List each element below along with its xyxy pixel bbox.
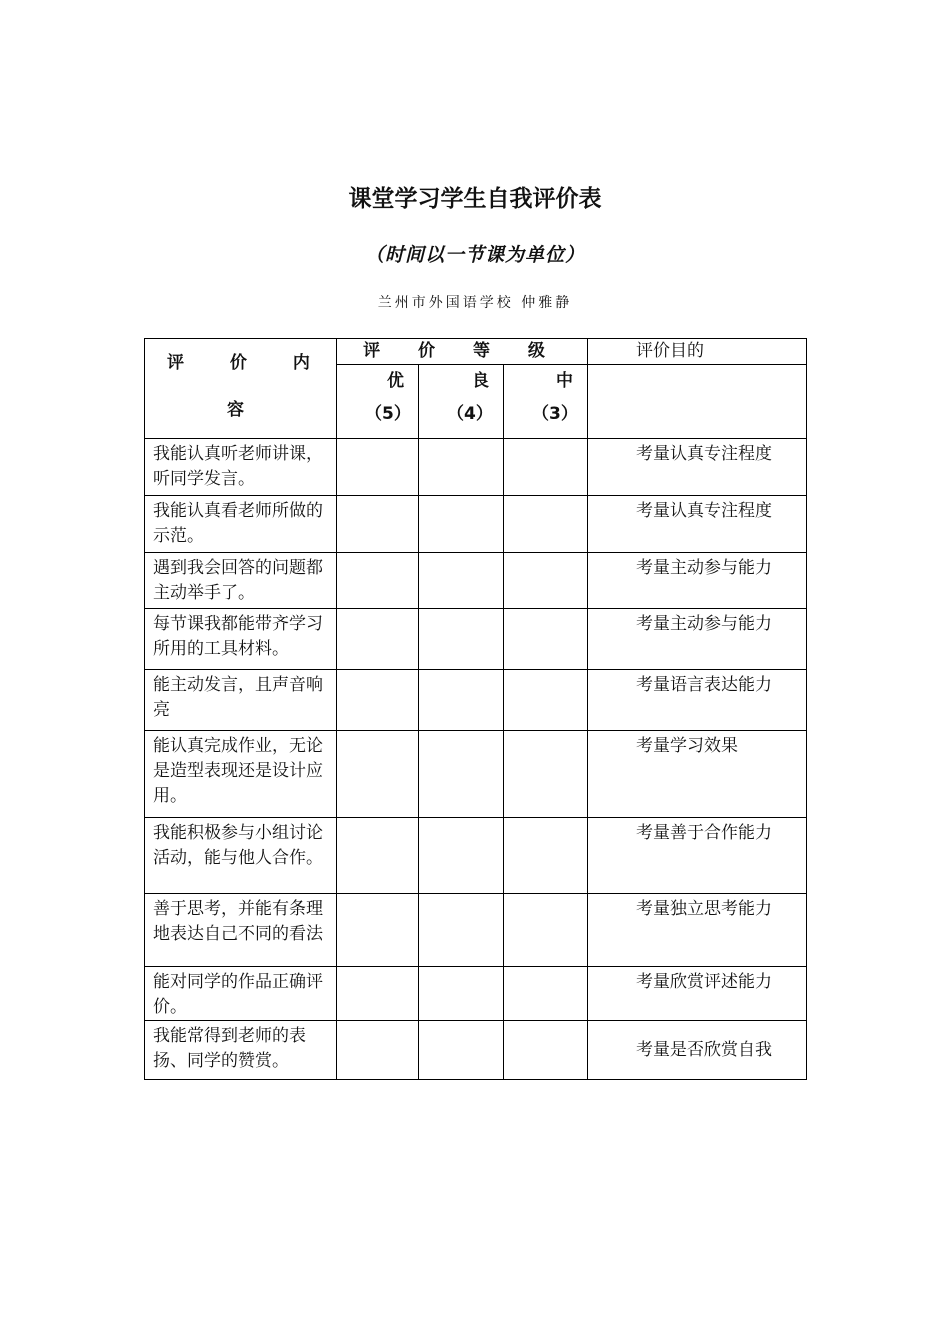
rating-cell-good[interactable] bbox=[419, 670, 504, 731]
row-purpose: 考量主动参与能力 bbox=[588, 609, 807, 670]
row-content: 我能认真听老师讲课，听同学发言。 bbox=[145, 439, 337, 496]
rating-cell-fair[interactable] bbox=[504, 967, 588, 1021]
rating-cell-excellent[interactable] bbox=[337, 818, 419, 894]
row-purpose: 考量学习效果 bbox=[588, 731, 807, 818]
rating-cell-good[interactable] bbox=[419, 818, 504, 894]
header-grade-fair bbox=[504, 365, 588, 439]
grade-score: （5） bbox=[365, 404, 411, 424]
row-purpose: 考量认真专注程度 bbox=[588, 496, 807, 553]
table-row bbox=[145, 553, 807, 609]
table-row bbox=[145, 894, 807, 967]
row-purpose: 考量主动参与能力 bbox=[588, 553, 807, 609]
grade-name: 中 bbox=[556, 371, 574, 391]
rating-cell-fair[interactable] bbox=[504, 670, 588, 731]
table-row bbox=[145, 439, 807, 496]
row-purpose: 考量是否欣赏自我 bbox=[588, 1021, 807, 1080]
rating-cell-excellent[interactable] bbox=[337, 731, 419, 818]
row-content: 能认真完成作业，无论是造型表现还是设计应用。 bbox=[145, 731, 337, 818]
grade-name: 良 bbox=[472, 371, 489, 391]
header-evaluation-level: 评 价 等 级 bbox=[337, 339, 588, 365]
rating-cell-excellent[interactable] bbox=[337, 967, 419, 1021]
row-purpose: 考量独立思考能力 bbox=[588, 894, 807, 967]
rating-cell-excellent[interactable] bbox=[337, 609, 419, 670]
table-row bbox=[145, 609, 807, 670]
rating-cell-excellent[interactable] bbox=[337, 496, 419, 553]
rating-cell-fair[interactable] bbox=[504, 1021, 588, 1080]
rating-cell-good[interactable] bbox=[419, 553, 504, 609]
table-row bbox=[145, 818, 807, 894]
rating-cell-fair[interactable] bbox=[504, 553, 588, 609]
rating-cell-fair[interactable] bbox=[504, 439, 588, 496]
row-purpose: 考量认真专注程度 bbox=[588, 439, 807, 496]
grade-score: （3） bbox=[532, 404, 578, 424]
row-purpose: 考量欣赏评述能力 bbox=[588, 967, 807, 1021]
row-content: 遇到我会回答的问题都主动举手了。 bbox=[145, 553, 337, 609]
row-content: 善于思考，并能有条理地表达自己不同的看法 bbox=[145, 894, 337, 967]
rating-cell-good[interactable] bbox=[419, 496, 504, 553]
header-evaluation-content bbox=[145, 339, 337, 439]
header-purpose-blank bbox=[588, 365, 807, 439]
evaluation-table bbox=[144, 338, 807, 1080]
rating-cell-fair[interactable] bbox=[504, 496, 588, 553]
rating-cell-good[interactable] bbox=[419, 609, 504, 670]
row-content: 能主动发言，且声音响亮 bbox=[145, 670, 337, 731]
rating-cell-good[interactable] bbox=[419, 439, 504, 496]
rating-cell-excellent[interactable] bbox=[337, 1021, 419, 1080]
table-row bbox=[145, 496, 807, 553]
header-evaluation-purpose: 评价目的 bbox=[588, 339, 807, 365]
document-title: 课堂学习学生自我评价表 bbox=[348, 186, 602, 212]
row-purpose: 考量善于合作能力 bbox=[588, 818, 807, 894]
rating-cell-good[interactable] bbox=[419, 1021, 504, 1080]
rating-cell-fair[interactable] bbox=[504, 818, 588, 894]
document-subtitle: （时间以一节课为单位） bbox=[364, 244, 585, 266]
header-content-line1: 评 价 内 bbox=[167, 353, 330, 373]
rating-cell-excellent[interactable] bbox=[337, 439, 419, 496]
table-row bbox=[145, 670, 807, 731]
rating-cell-good[interactable] bbox=[419, 967, 504, 1021]
table-row bbox=[145, 1021, 807, 1080]
grade-score: （4） bbox=[447, 404, 493, 424]
rating-cell-fair[interactable] bbox=[504, 609, 588, 670]
rating-cell-good[interactable] bbox=[419, 894, 504, 967]
rating-cell-good[interactable] bbox=[419, 731, 504, 818]
author-line: 兰州市外国语学校 仲雅静 bbox=[377, 295, 573, 311]
table-row bbox=[145, 731, 807, 818]
table-row bbox=[145, 967, 807, 1021]
header-grade-excellent bbox=[337, 365, 419, 439]
rating-cell-excellent[interactable] bbox=[337, 553, 419, 609]
row-content: 每节课我都能带齐学习所用的工具材料。 bbox=[145, 609, 337, 670]
rating-cell-fair[interactable] bbox=[504, 731, 588, 818]
rating-cell-fair[interactable] bbox=[504, 894, 588, 967]
grade-name: 优 bbox=[387, 371, 404, 391]
rating-cell-excellent[interactable] bbox=[337, 670, 419, 731]
row-content: 我能积极参与小组讨论活动，能与他人合作。 bbox=[145, 818, 337, 894]
row-content: 我能认真看老师所做的示范。 bbox=[145, 496, 337, 553]
header-content-line2: 容 bbox=[227, 400, 244, 420]
rating-cell-excellent[interactable] bbox=[337, 894, 419, 967]
row-purpose: 考量语言表达能力 bbox=[588, 670, 807, 731]
header-grade-good bbox=[419, 365, 504, 439]
row-content: 我能常得到老师的表扬、同学的赞赏。 bbox=[145, 1021, 337, 1080]
row-content: 能对同学的作品正确评价。 bbox=[145, 967, 337, 1021]
